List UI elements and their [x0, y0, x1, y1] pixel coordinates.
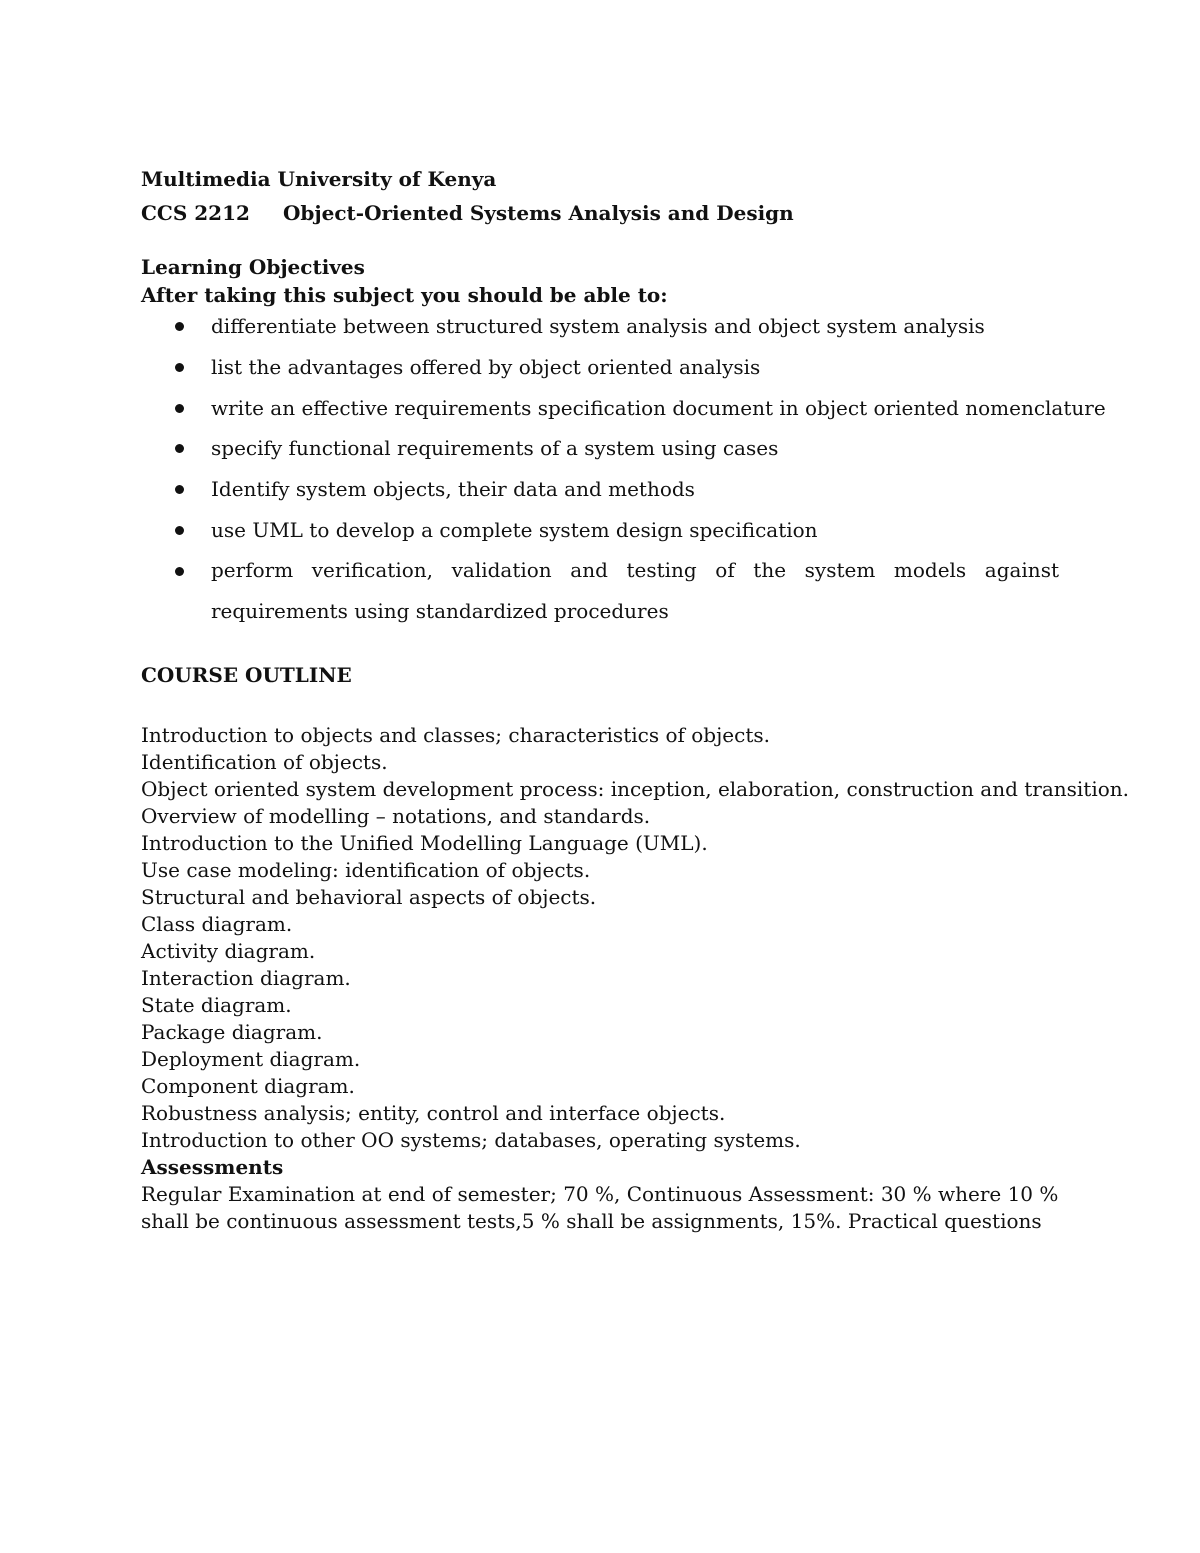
outline-item: Activity diagram.	[141, 939, 316, 963]
outline-item: State diagram.	[141, 993, 292, 1017]
outline-item: Deployment diagram.	[141, 1047, 361, 1071]
assessments-text: Regular Examination at end of semester; 70 %, Continuous Assessment: 30 % where 10 % shall be continuous assessment tests,5 % shall be assignments, 15%. Practical questions	[141, 1182, 1059, 1233]
outline-item: Package diagram.	[141, 1020, 323, 1044]
outline-item: Introduction to the Unified Modelling Language (UML).	[141, 831, 708, 855]
bullet-icon	[175, 322, 184, 331]
objectives-heading: Learning Objectives	[141, 255, 365, 279]
outline-heading: COURSE OUTLINE	[141, 663, 352, 687]
outline-item: Robustness analysis; entity, control and interface objects.	[141, 1101, 726, 1125]
outline-item: Object oriented system development process: inception, elaboration, construction and transition.	[141, 777, 1130, 801]
list-item-text: write an effective requirements specification document in object oriented nomenclature	[211, 396, 1106, 420]
outline-item: Overview of modelling – notations, and standards.	[141, 804, 651, 828]
assessments-heading: Assessments	[141, 1155, 284, 1179]
outline-item: Identification of objects.	[141, 750, 388, 774]
outline-item: Structural and behavioral aspects of objects.	[141, 885, 597, 909]
bullet-icon	[175, 404, 184, 413]
outline-item: Introduction to other OO systems; databases, operating systems.	[141, 1128, 801, 1152]
list-item-text: Identify system objects, their data and methods	[211, 477, 695, 501]
outline-item: Class diagram.	[141, 912, 293, 936]
outline-item: Component diagram.	[141, 1074, 355, 1098]
objectives-intro: After taking this subject you should be able to:	[141, 283, 668, 307]
outline-item: Use case modeling: identification of objects.	[141, 858, 591, 882]
bullet-icon	[175, 444, 184, 453]
outline-list	[141, 722, 1129, 1154]
university-name: Multimedia University of Kenya	[141, 167, 497, 191]
outline-item: Introduction to objects and classes; characteristics of objects.	[141, 723, 770, 747]
list-item-text: use UML to develop a complete system design specification	[211, 518, 818, 542]
bullet-icon	[175, 485, 184, 494]
list-item-text: differentiate between structured system analysis and object system analysis	[211, 314, 985, 338]
bullet-icon	[175, 363, 184, 372]
outline-item: Interaction diagram.	[141, 966, 351, 990]
course-code: CCS 2212	[141, 201, 250, 225]
list-item-text: specify functional requirements of a system using cases	[211, 436, 779, 460]
bullet-icon	[175, 567, 184, 576]
course-title: Object-Oriented Systems Analysis and Design	[283, 201, 794, 225]
list-item-text: perform verification, validation and testing of the system models against requirements using standardized procedures	[211, 558, 1059, 623]
bullet-icon	[175, 526, 184, 535]
list-item-text: list the advantages offered by object oriented analysis	[211, 355, 761, 379]
